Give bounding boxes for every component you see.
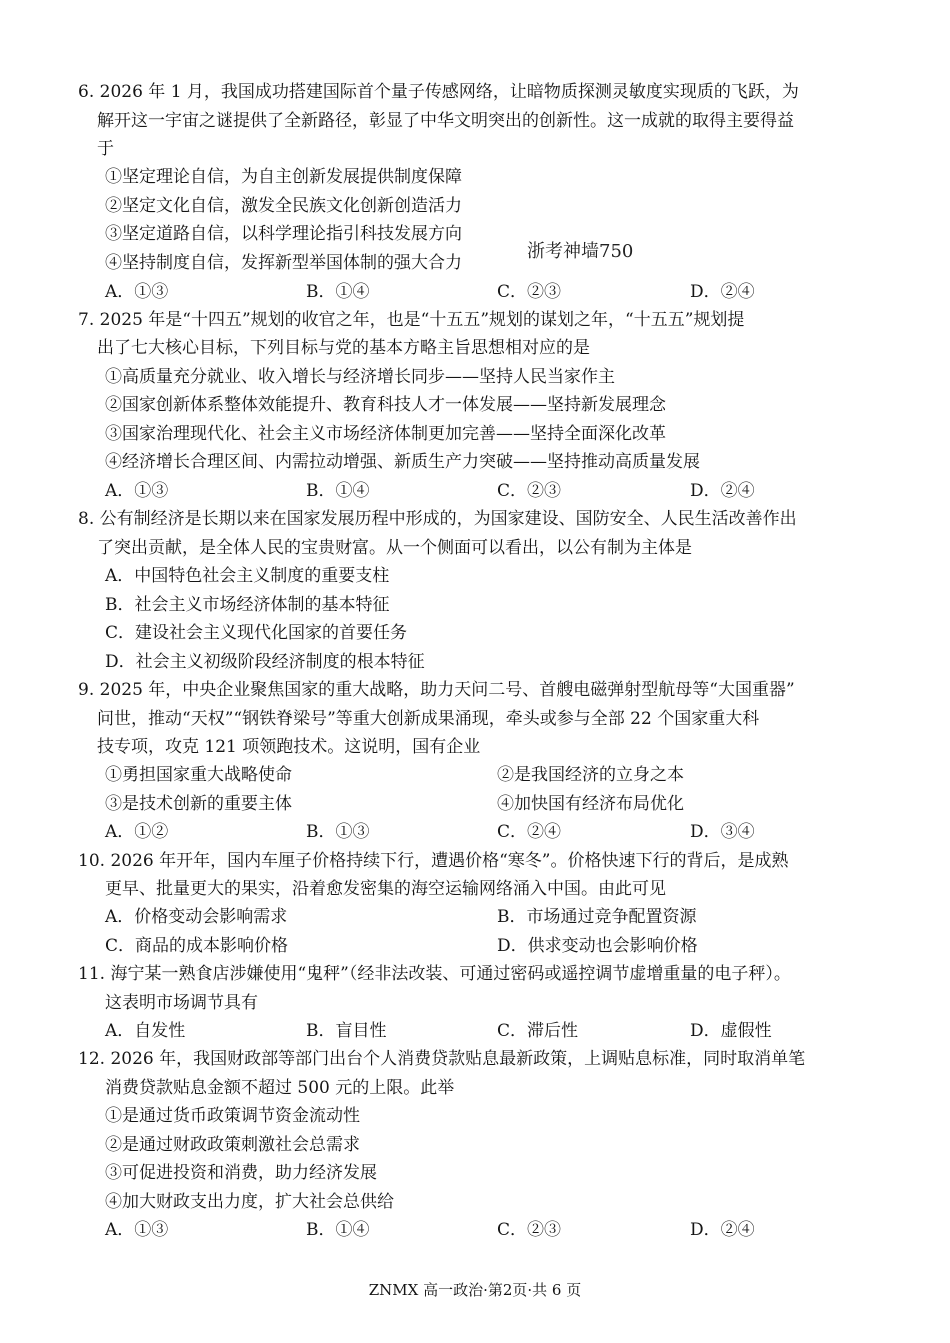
q8-option-a: A．中国特色社会主义制度的重要支柱 (105, 566, 390, 586)
q11-option-a: A．自发性 (105, 1021, 186, 1041)
q12-item-4: ④加大财政支出力度，扩大社会总供给 (105, 1192, 394, 1212)
q11-option-c: C．滞后性 (497, 1021, 579, 1041)
q9-item-4: ④加快国有经济布局优化 (497, 794, 684, 814)
q12-option-a: A．①③ (105, 1220, 169, 1240)
q8-option-b: B．社会主义市场经济体制的基本特征 (105, 595, 390, 615)
q8-option-c: C．建设社会主义现代化国家的首要任务 (105, 623, 408, 643)
q7-item-3: ③国家治理现代化、社会主义市场经济体制更加完善——坚持全面深化改革 (105, 424, 666, 444)
q9-option-d: D．③④ (690, 822, 755, 842)
q9-option-b: B．①③ (306, 822, 370, 842)
q10-option-c: C．商品的成本影响价格 (105, 936, 289, 956)
q12-option-d: D．②④ (690, 1220, 755, 1240)
q6-item-1: ①坚定理论自信，为自主创新发展提供制度保障 (105, 167, 462, 187)
q11-option-b: B．盲目性 (306, 1021, 387, 1041)
q7-option-d: D．②④ (690, 481, 755, 501)
q10-stem-line-2: 更早、批量更大的果实，沿着愈发密集的海空运输网络涌入中国。由此可见 (105, 879, 666, 899)
q12-item-2: ②是通过财政政策刺激社会总需求 (105, 1135, 360, 1155)
q10-stem-line-1: 10. 2026 年开年，国内车厘子价格持续下行，遭遇价格“寒冬”。价格快速下行的背后，是成熟 (78, 851, 789, 871)
q9-stem-line-2: 问世，推动“天权”“钢铁脊梁号”等重大创新成果涌现，牵头或参与全部 22 个国家重大科 (97, 709, 760, 729)
page-footer: ZNMX 高一政治·第2页·共 6 页 (368, 1281, 582, 1299)
q12-stem-line-1: 12. 2026 年，我国财政部等部门出台个人消费贷款贴息最新政策，上调贴息标准，同时取消单笔 (78, 1049, 806, 1069)
q7-item-2: ②国家创新体系整体效能提升、教育科技人才一体发展——坚持新发展理念 (105, 395, 666, 415)
q12-item-3: ③可促进投资和消费，助力经济发展 (105, 1163, 377, 1183)
q6-stem-line-3: 于 (97, 139, 114, 159)
q6-item-4: ④坚持制度自信，发挥新型举国体制的强大合力 (105, 253, 462, 273)
q10-option-d: D．供求变动也会影响价格 (497, 936, 698, 956)
q7-option-a: A．①③ (105, 481, 169, 501)
q7-item-1: ①高质量充分就业、收入增长与经济增长同步——坚持人民当家作主 (105, 367, 615, 387)
q12-stem-line-2: 消费贷款贴息金额不超过 500 元的上限。此举 (105, 1078, 455, 1098)
q7-option-c: C．②③ (497, 481, 562, 501)
q6-item-3: ③坚定道路自信，以科学理论指引科技发展方向 (105, 224, 462, 244)
q6-item-2: ②坚定文化自信，激发全民族文化创新创造活力 (105, 196, 462, 216)
q10-option-a: A．价格变动会影响需求 (105, 907, 288, 927)
q11-stem-line-1: 11. 海宁某一熟食店涉嫌使用“鬼秤”（经非法改装、可通过密码或遥控调节虚增重量的电子秤）。 (78, 964, 791, 984)
q12-option-b: B．①④ (306, 1220, 370, 1240)
watermark-text: 浙考神墙750 (527, 241, 634, 262)
q7-item-4: ④经济增长合理区间、内需拉动增强、新质生产力突破——坚持推动高质量发展 (105, 452, 700, 472)
q8-option-d: D．社会主义初级阶段经济制度的根本特征 (105, 652, 425, 672)
q10-option-b: B．市场通过竞争配置资源 (497, 907, 697, 927)
q6-option-a: A．①③ (105, 282, 169, 302)
q12-option-c: C．②③ (497, 1220, 562, 1240)
q9-option-c: C．②④ (497, 822, 562, 842)
q9-stem-line-3: 技专项，攻克 121 项领跑技术。这说明，国有企业 (97, 737, 481, 757)
q9-option-a: A．①② (105, 822, 169, 842)
q7-stem-line-2: 出了七大核心目标，下列目标与党的基本方略主旨思想相对应的是 (97, 338, 590, 358)
q7-stem-line-1: 7. 2025 年是“十四五”规划的收官之年，也是“十五五”规划的谋划之年，“十五五”规划提 (78, 310, 745, 330)
q6-stem-line-1: 6. 2026 年 1 月，我国成功搭建国际首个量子传感网络，让暗物质探测灵敏度实现质的飞跃，为 (78, 82, 799, 102)
q9-item-2: ②是我国经济的立身之本 (497, 765, 684, 785)
q6-option-d: D．②④ (690, 282, 755, 302)
q6-stem-line-2: 解开这一宇宙之谜提供了全新路径，彰显了中华文明突出的创新性。这一成就的取得主要得益 (97, 111, 794, 131)
q9-stem-line-1: 9. 2025 年，中央企业聚焦国家的重大战略，助力天问二号、首艘电磁弹射型航母等“大国重器” (78, 680, 795, 700)
q7-option-b: B．①④ (306, 481, 370, 501)
q11-stem-line-2: 这表明市场调节具有 (105, 993, 258, 1013)
q8-stem-line-1: 8. 公有制经济是长期以来在国家发展历程中形成的，为国家建设、国防安全、人民生活改善作出 (78, 509, 797, 529)
q6-option-c: C．②③ (497, 282, 562, 302)
q6-option-b: B．①④ (306, 282, 370, 302)
q9-item-1: ①勇担国家重大战略使命 (105, 765, 292, 785)
q8-stem-line-2: 了突出贡献，是全体人民的宝贵财富。从一个侧面可以看出，以公有制为主体是 (97, 538, 692, 558)
q9-item-3: ③是技术创新的重要主体 (105, 794, 292, 814)
q12-item-1: ①是通过货币政策调节资金流动性 (105, 1106, 360, 1126)
q11-option-d: D．虚假性 (690, 1021, 772, 1041)
